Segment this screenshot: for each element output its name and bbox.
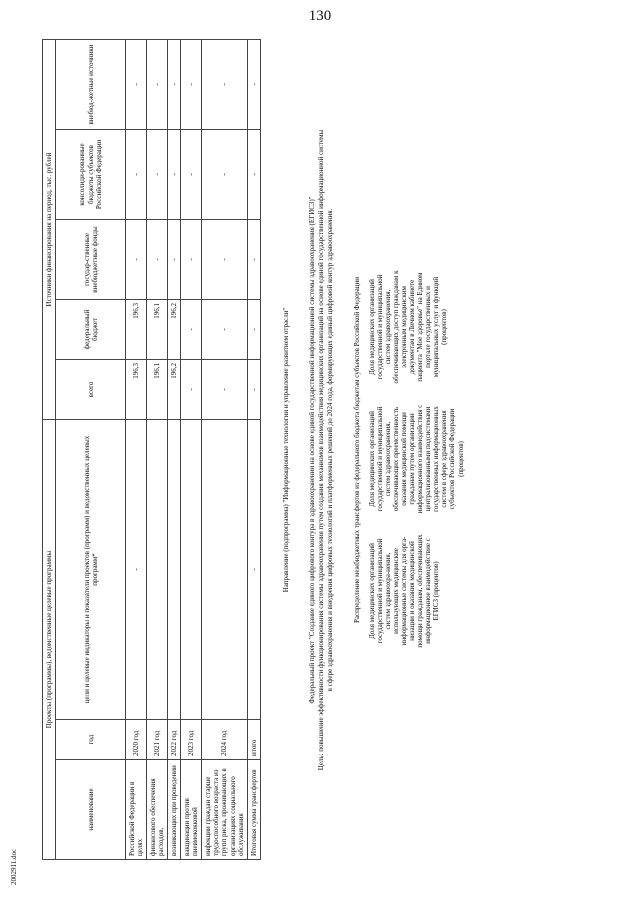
row-federal: 196,3 [126, 300, 147, 360]
row-federal: - [202, 300, 247, 360]
col-federal: федеральный бюджет [56, 300, 126, 360]
header-projects: Проекты (программы), ведомственные целевые программы [43, 420, 56, 860]
row-extra: - [147, 40, 168, 130]
table-group-header [43, 40, 56, 860]
row-consolidated: - [168, 130, 181, 220]
col-year: год [56, 720, 126, 760]
row-extra: - [126, 40, 147, 130]
row-consolidated: - [202, 130, 247, 220]
page-number: 130 [308, 8, 332, 24]
col-state-funds: государ-ственные внебюджетные фонды [56, 220, 126, 300]
row-name: финансового обеспечения расходов, [147, 760, 168, 860]
row-consolidated: - [126, 130, 147, 220]
row-federal: - [181, 300, 202, 360]
row-extra: - [181, 40, 202, 130]
financing-table [42, 39, 261, 860]
table-row [147, 40, 168, 860]
table-row [126, 40, 147, 860]
goal-line-2: в сфере здравоохранения и внедрения цифровых технологий и платформенных решений до 2024 года, формирующих единый цифровой контур здравоохранения. [326, 208, 334, 692]
distribution-title: Распределение межбюджетных трансфертов из федерального бюджета бюджетам субъектов Российской Федерации [353, 277, 361, 623]
row-total: 196,3 [126, 360, 147, 420]
col-consolidated: консолиди-рованные бюджеты субъектов Российской Федерации [56, 130, 126, 220]
header-financing: Источники финансирования на период, тыс. рублей [43, 40, 56, 420]
distribution-col-3: Доля медицинских организаций государственной и муниципальной систем здравоохранения, обеспечивающих доступ гражданам к электронным медицинским документам в Личном кабинете пациента "Мое здоровье" на Едином портале государственных и муниципальных услуг и функций (процентов) [368, 270, 449, 384]
goal-line-1: Цель: повышение эффективности функционирования системы здравоохранения путем создания механизмов взаимодействия медицинских организаций на основе единой государственной информационной системы [317, 129, 325, 771]
row-total: 196,1 [147, 360, 168, 420]
total-row [247, 40, 260, 860]
row-extra: - [168, 40, 181, 130]
table-row [181, 40, 202, 860]
distribution-col-2: Доля медицинских организаций государственной и муниципальной систем здравоохранения, обеспечивающих преемственность оказания медицинской помощи гражданам путем организации информационного взаимодействия с централизованными подсистемами государственных информационных систем в сфере здравоохранения субъектов Российской Федерации (процентов) [368, 404, 465, 514]
total-consolidated: - [247, 130, 260, 220]
row-year: 2021 год [147, 720, 168, 760]
distribution-columns [368, 268, 465, 650]
total-state-funds: - [247, 220, 260, 300]
row-federal: 196,2 [168, 300, 181, 360]
row-year: 2020 год [126, 720, 147, 760]
row-state-funds: - [181, 220, 202, 300]
row-extra: - [202, 40, 247, 130]
row-goals: - [126, 420, 147, 720]
total-goals: - [247, 420, 260, 720]
row-name: вакцинации против пневмококковой [181, 760, 202, 860]
row-year: 2022 год [168, 720, 181, 760]
row-name: возникающих при проведении [168, 760, 181, 860]
table-column-header [56, 40, 126, 860]
row-goals [202, 420, 247, 720]
row-federal: 196,1 [147, 300, 168, 360]
col-goals: цели и целевые индикаторы и показатели проектов (программ) и ведомственных целевых программ* [56, 420, 126, 720]
row-goals [168, 420, 181, 720]
row-goals [147, 420, 168, 720]
row-state-funds: - [126, 220, 147, 300]
row-name: инфекции граждан старше трудоспособного возраста из групп риска, проживающих в организациях социального обслуживания [202, 760, 247, 860]
row-consolidated: - [181, 130, 202, 220]
project-title: Федеральный проект "Создание единого цифрового контура в здравоохранении на основе единой государственной информационной системы здравоохранения (ЕГИСЗ)" [308, 196, 316, 704]
row-state-funds: - [202, 220, 247, 300]
row-state-funds: - [168, 220, 181, 300]
total-federal: - [247, 300, 260, 360]
total-total: - [247, 360, 260, 420]
total-name: Итоговая сумма трансфертов [247, 760, 260, 860]
footer-filename: 2002911.doc [10, 848, 18, 885]
row-year: 2023 год [181, 720, 202, 760]
row-name: Российской Федерации в целях [126, 760, 147, 860]
distribution-col-1: Доля медицинских организаций государственной и муниципальной систем здравоохра-нения, использующих медицинские информационные системы для орга-низации и оказания медицинской помощи гражданам, обеспечивающих информационное взаимодействие с ЕГИСЗ (процентов) [368, 534, 441, 648]
row-state-funds: - [147, 220, 168, 300]
row-total: - [181, 360, 202, 420]
col-extra: внебюд-жетные источники [56, 40, 126, 130]
table-row [202, 40, 247, 860]
total-extra: - [247, 40, 260, 130]
col-name: наименование [56, 760, 126, 860]
rotated-content [20, 20, 620, 880]
row-total: 196,2 [168, 360, 181, 420]
table-row [168, 40, 181, 860]
row-goals [181, 420, 202, 720]
row-year: 2024 год [202, 720, 247, 760]
row-total: - [202, 360, 247, 420]
total-year: итого [247, 720, 260, 760]
section-heading: Направление (подпрограмма) "Информационные технологии и управление развитием отрасли" [282, 307, 290, 593]
col-total: всего [56, 360, 126, 420]
row-consolidated: - [147, 130, 168, 220]
